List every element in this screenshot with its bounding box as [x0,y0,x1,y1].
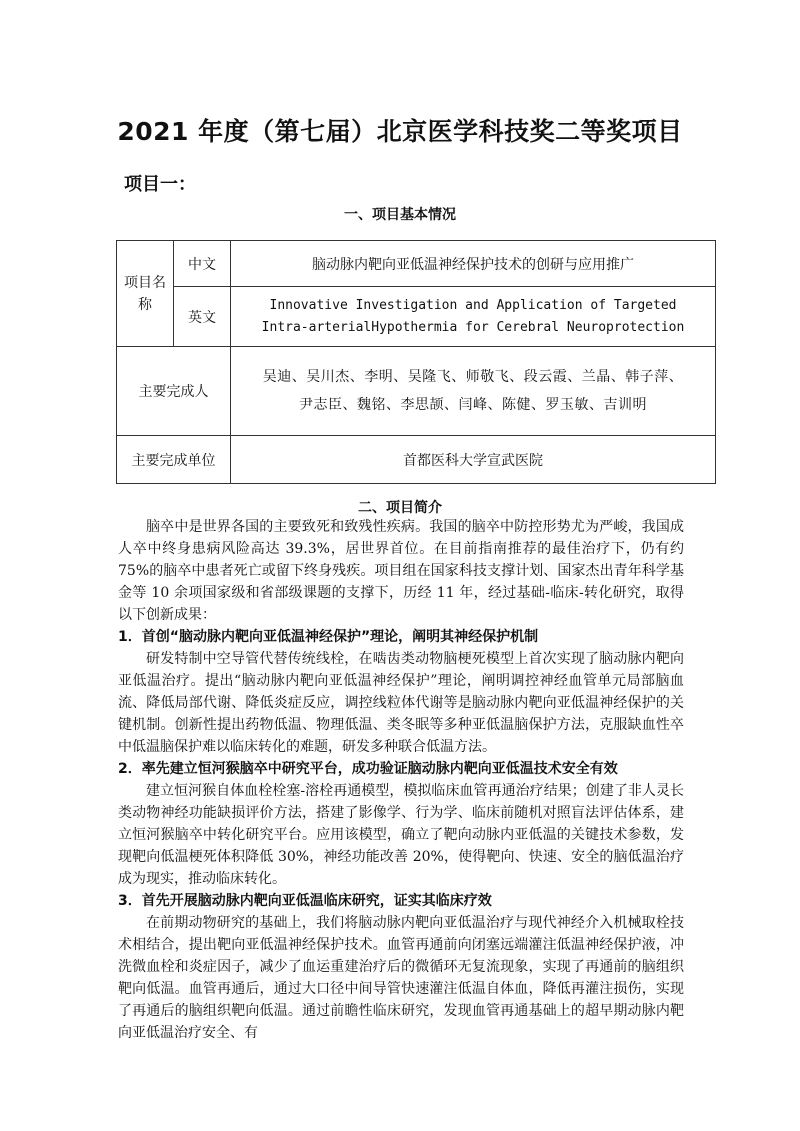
section-heading-basic-info: 一、项目基本情况 [344,207,456,223]
english-name [231,287,716,347]
english-label: 英文 [174,287,231,347]
main-people-label: 主要完成人 [117,347,231,436]
chinese-label: 中文 [174,241,231,287]
project-name-label: 项目名称 [117,241,174,347]
section-heading-intro: 二、项目简介 [358,500,442,516]
project-info-table [116,240,716,484]
project-label: 项目一： [124,174,196,195]
main-people-line1: 吴迪、吴川杰、李明、吴隆飞、师敬飞、段云霞、兰晶、韩子萍、 [262,369,684,385]
main-unit: 首都医科大学宣武医院 [231,436,716,484]
point-1-heading: 1．首创“脑动脉内靶向亚低温神经保护”理论，阐明其神经保护机制 [118,629,539,645]
document-title: 2021 年度（第七届）北京医学科技奖二等奖项目 [117,117,683,146]
intro-paragraph: 脑卒中是世界各国的主要致死和致残性疾病。我国的脑卒中防控形势尤为严峻，我国成人卒中终身患病风险高达 39.3%，居世界首位。在目前指南推荐的最佳治疗下，仍有约 75%的脑卒中患者死亡或留下终身残疾。项目组在国家科技支撑计划、国家杰出青年科学基金等 10 余项国家级和省部级课题的支撑下，历经 11 年，经过基础-临床-转化研究，取得以下创新成果： [118,519,684,623]
point-2-body: 建立恒河猴自体血栓栓塞-溶栓再通模型，模拟临床血管再通治疗结果；创建了非人灵长类动物神经功能缺损评价方法，搭建了影像学、行为学、临床前随机对照盲法评估体系，建立恒河猴脑卒中转化研究平台。应用该模型，确立了靶向动脉内亚低温的关键技术参数，发现靶向低温梗死体积降低 30%，神经功能改善 20%，使得靶向、快速、安全的脑低温治疗成为现实，推动临床转化。 [118,783,684,887]
chinese-name: 脑动脉内靶向亚低温神经保护技术的创研与应用推广 [231,241,716,287]
point-1-body: 研发特制中空导管代替传统线栓，在啮齿类动物脑梗死模型上首次实现了脑动脉内靶向亚低温治疗。提出“脑动脉内靶向亚低温神经保护”理论，阐明调控神经血管单元局部脑血流、降低局部代谢、降低炎症反应，调控线粒体代谢等是脑动脉内靶向亚低温神经保护的关键机制。创新性提出药物低温、物理低温、类冬眠等多种亚低温脑保护方法，克服缺血性卒中低温脑保护难以临床转化的难题，研发多种联合低温方法。 [118,651,684,755]
english-name-line1: Innovative Investigation and Application of Targeted [269,297,677,313]
main-unit-label: 主要完成单位 [117,436,231,484]
english-name-line2: Intra-arterialHypothermia for Cerebral Neuroprotection [261,319,685,335]
point-2-heading: 2．率先建立恒河猴脑卒中研究平台，成功验证脑动脉内靶向亚低温技术安全有效 [118,761,618,777]
point-3-body: 在前期动物研究的基础上，我们将脑动脉内靶向亚低温治疗与现代神经介入机械取栓技术相结合，提出靶向亚低温神经保护技术。血管再通前向闭塞远端灌注低温神经保护液，冲洗微血栓和炎症因子，减少了血运重建治疗后的微循环无复流现象，实现了再通前的脑组织靶向低温。血管再通后，通过大口径中间导管快速灌注低温自体血，降低再灌注损伤，实现了再通后的脑组织靶向低温。通过前瞻性临床研究，发现血管再通基础上的超早期动脉内靶向亚低温治疗安全、有 [118,915,684,1041]
project-intro-body [118,516,684,1044]
main-people-line2: 尹志臣、魏铭、李思颉、闫峰、陈健、罗玉敏、吉训明 [299,397,647,413]
main-people [231,347,716,436]
point-3-heading: 3．首先开展脑动脉内靶向亚低温临床研究，证实其临床疗效 [118,893,492,909]
